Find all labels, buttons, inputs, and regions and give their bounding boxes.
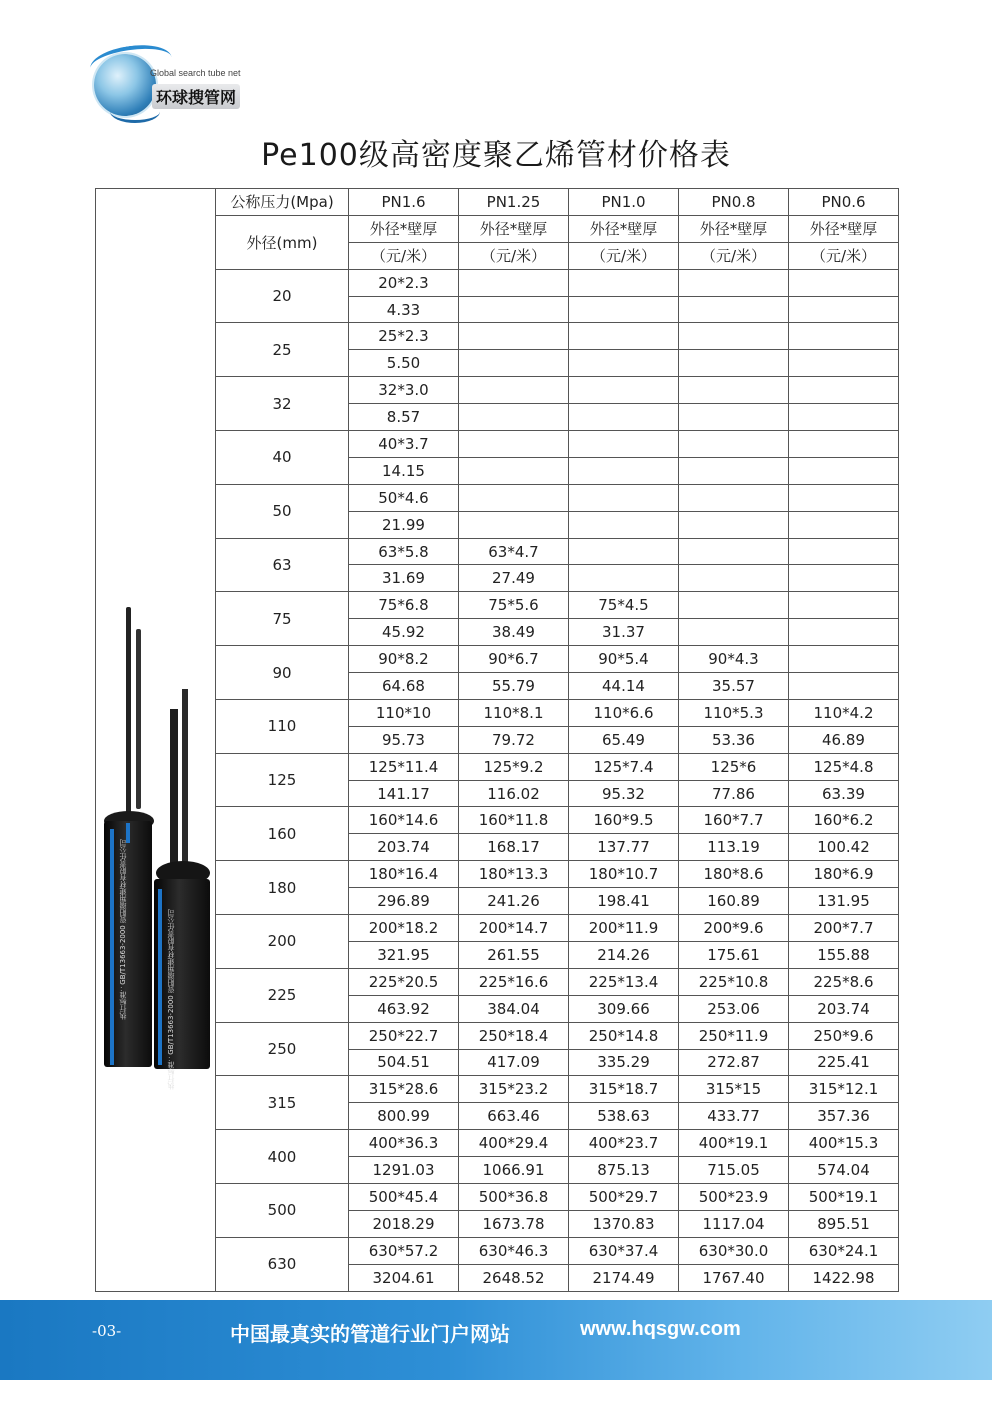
- table-row-spec: [96, 753, 899, 780]
- spec-cell: 125*6: [679, 753, 789, 780]
- price-cell: [789, 565, 899, 592]
- pipe-print-text: 执行标准：GB/T13663-2000 资阳瑞翔建材有限责任公司: [119, 839, 127, 1020]
- pressure-label: 公称压力(Mpa): [216, 189, 349, 216]
- spec-cell: [459, 269, 569, 296]
- price-cell: [789, 673, 899, 700]
- footer-slogan: 中国最真实的管道行业门户网站: [230, 1322, 510, 1346]
- spec-cell: 500*23.9: [679, 1183, 789, 1210]
- spec-cell: 90*6.7: [459, 646, 569, 673]
- spec-cell: [789, 323, 899, 350]
- outer-diameter-cell: 250: [216, 1022, 349, 1076]
- pipe-rod: [136, 629, 141, 809]
- spec-cell: [679, 377, 789, 404]
- spec-cell: [679, 592, 789, 619]
- price-cell: 45.92: [349, 619, 459, 646]
- price-cell: 309.66: [569, 995, 679, 1022]
- spec-cell: 500*36.8: [459, 1183, 569, 1210]
- price-cell: 116.02: [459, 780, 569, 807]
- price-cell: 77.86: [679, 780, 789, 807]
- price-cell: 253.06: [679, 995, 789, 1022]
- spec-cell: 200*7.7: [789, 915, 899, 942]
- pipe-small: [154, 879, 210, 1069]
- price-cell: [459, 457, 569, 484]
- price-cell: 335.29: [569, 1049, 679, 1076]
- spec-cell: 630*57.2: [349, 1237, 459, 1264]
- table-row-spec: [96, 699, 899, 726]
- outer-diameter-cell: 75: [216, 592, 349, 646]
- table-row-spec: [96, 592, 899, 619]
- price-cell: 55.79: [459, 673, 569, 700]
- price-cell: 2174.49: [569, 1264, 679, 1291]
- price-cell: 95.73: [349, 726, 459, 753]
- spec-cell: 25*2.3: [349, 323, 459, 350]
- spec-cell: 110*5.3: [679, 699, 789, 726]
- price-cell: 417.09: [459, 1049, 569, 1076]
- pressure-header: PN1.6: [349, 189, 459, 216]
- price-cell: [679, 619, 789, 646]
- spec-cell: 250*22.7: [349, 1022, 459, 1049]
- pressure-header: PN0.6: [789, 189, 899, 216]
- spec-cell: 180*13.3: [459, 861, 569, 888]
- spec-cell: [789, 269, 899, 296]
- spec-cell: 160*14.6: [349, 807, 459, 834]
- price-cell: 141.17: [349, 780, 459, 807]
- spec-cell: 110*6.6: [569, 699, 679, 726]
- price-cell: [679, 511, 789, 538]
- price-cell: [569, 404, 679, 431]
- spec-cell: 180*8.6: [679, 861, 789, 888]
- price-cell: [679, 350, 789, 377]
- unit-label: （元/米）: [789, 242, 899, 269]
- price-cell: 296.89: [349, 888, 459, 915]
- price-cell: 321.95: [349, 941, 459, 968]
- price-cell: 168.17: [459, 834, 569, 861]
- spec-cell: 20*2.3: [349, 269, 459, 296]
- table-row-spec: [96, 1076, 899, 1103]
- table-row-spec: [96, 915, 899, 942]
- price-cell: [679, 565, 789, 592]
- pipe-rod: [126, 607, 131, 817]
- price-cell: [789, 296, 899, 323]
- spec-cell: 125*7.4: [569, 753, 679, 780]
- price-cell: 463.92: [349, 995, 459, 1022]
- page-title: Pe100级高密度聚乙烯管材价格表: [261, 138, 731, 173]
- spec-cell: [569, 484, 679, 511]
- price-table: [95, 188, 899, 1292]
- spec-cell: 63*4.7: [459, 538, 569, 565]
- spec-cell: 110*8.1: [459, 699, 569, 726]
- spec-cell: 180*6.9: [789, 861, 899, 888]
- spec-cell: 90*5.4: [569, 646, 679, 673]
- spec-cell: [679, 269, 789, 296]
- price-cell: 203.74: [789, 995, 899, 1022]
- price-cell: 31.37: [569, 619, 679, 646]
- price-cell: 357.36: [789, 1103, 899, 1130]
- price-cell: [569, 511, 679, 538]
- spec-label: 外径*壁厚: [789, 215, 899, 242]
- table-row-spec: [96, 377, 899, 404]
- price-cell: 155.88: [789, 941, 899, 968]
- price-cell: 8.57: [349, 404, 459, 431]
- spec-cell: 200*11.9: [569, 915, 679, 942]
- price-cell: 261.55: [459, 941, 569, 968]
- spec-cell: 110*4.2: [789, 699, 899, 726]
- spec-cell: 250*9.6: [789, 1022, 899, 1049]
- price-cell: 14.15: [349, 457, 459, 484]
- price-cell: 31.69: [349, 565, 459, 592]
- spec-cell: 500*29.7: [569, 1183, 679, 1210]
- spec-cell: 250*11.9: [679, 1022, 789, 1049]
- price-cell: 1767.40: [679, 1264, 789, 1291]
- outer-diameter-cell: 400: [216, 1130, 349, 1184]
- spec-cell: [569, 431, 679, 458]
- price-cell: [789, 511, 899, 538]
- spec-cell: 90*8.2: [349, 646, 459, 673]
- spec-cell: [789, 646, 899, 673]
- od-label: 外径(mm): [216, 215, 349, 269]
- spec-cell: [679, 323, 789, 350]
- spec-cell: [569, 538, 679, 565]
- price-cell: 38.49: [459, 619, 569, 646]
- unit-label: （元/米）: [349, 242, 459, 269]
- pressure-header: PN1.25: [459, 189, 569, 216]
- spec-cell: 400*23.7: [569, 1130, 679, 1157]
- spec-cell: 225*16.6: [459, 968, 569, 995]
- table-row-spec: [96, 646, 899, 673]
- outer-diameter-cell: 500: [216, 1183, 349, 1237]
- price-cell: 95.32: [569, 780, 679, 807]
- spec-cell: 630*24.1: [789, 1237, 899, 1264]
- pipe-print-text: 执行标准：GB/T13663-2000 资阳瑞翔建材有限责任公司: [167, 909, 175, 1090]
- price-cell: 504.51: [349, 1049, 459, 1076]
- table-row-spec: [96, 968, 899, 995]
- price-cell: 538.63: [569, 1103, 679, 1130]
- spec-cell: 315*23.2: [459, 1076, 569, 1103]
- spec-cell: 630*46.3: [459, 1237, 569, 1264]
- price-cell: 384.04: [459, 995, 569, 1022]
- spec-cell: 225*20.5: [349, 968, 459, 995]
- price-cell: [569, 565, 679, 592]
- spec-cell: 315*28.6: [349, 1076, 459, 1103]
- price-cell: [679, 404, 789, 431]
- price-cell: 433.77: [679, 1103, 789, 1130]
- spec-cell: 110*10: [349, 699, 459, 726]
- spec-cell: 400*29.4: [459, 1130, 569, 1157]
- price-cell: 1673.78: [459, 1210, 569, 1237]
- unit-label: （元/米）: [459, 242, 569, 269]
- price-cell: 175.61: [679, 941, 789, 968]
- spec-cell: 180*10.7: [569, 861, 679, 888]
- spec-cell: 200*9.6: [679, 915, 789, 942]
- outer-diameter-cell: 110: [216, 699, 349, 753]
- price-cell: 1066.91: [459, 1157, 569, 1184]
- price-cell: [679, 296, 789, 323]
- price-cell: [459, 350, 569, 377]
- outer-diameter-cell: 200: [216, 915, 349, 969]
- spec-cell: [459, 431, 569, 458]
- spec-cell: 500*45.4: [349, 1183, 459, 1210]
- spec-cell: 400*19.1: [679, 1130, 789, 1157]
- table-row-spec: [96, 1130, 899, 1157]
- unit-label: （元/米）: [679, 242, 789, 269]
- price-cell: 27.49: [459, 565, 569, 592]
- price-cell: 1370.83: [569, 1210, 679, 1237]
- price-cell: 3204.61: [349, 1264, 459, 1291]
- price-cell: 100.42: [789, 834, 899, 861]
- spec-cell: [459, 323, 569, 350]
- outer-diameter-cell: 25: [216, 323, 349, 377]
- price-cell: 131.95: [789, 888, 899, 915]
- price-cell: 2648.52: [459, 1264, 569, 1291]
- spec-cell: [789, 538, 899, 565]
- price-cell: [459, 296, 569, 323]
- spec-cell: 400*15.3: [789, 1130, 899, 1157]
- spec-cell: 250*14.8: [569, 1022, 679, 1049]
- price-cell: 65.49: [569, 726, 679, 753]
- spec-cell: 630*37.4: [569, 1237, 679, 1264]
- outer-diameter-cell: 225: [216, 968, 349, 1022]
- spec-cell: 50*4.6: [349, 484, 459, 511]
- table-row-spec: [96, 861, 899, 888]
- spec-cell: [679, 538, 789, 565]
- price-cell: 800.99: [349, 1103, 459, 1130]
- outer-diameter-cell: 50: [216, 484, 349, 538]
- price-cell: 35.57: [679, 673, 789, 700]
- outer-diameter-cell: 63: [216, 538, 349, 592]
- spec-cell: 160*9.5: [569, 807, 679, 834]
- spec-cell: 225*8.6: [789, 968, 899, 995]
- header-row-pressure: [96, 189, 899, 216]
- spec-cell: [789, 431, 899, 458]
- pressure-header: PN1.0: [569, 189, 679, 216]
- logo-english-text: Global search tube net: [150, 68, 241, 78]
- price-cell: 1422.98: [789, 1264, 899, 1291]
- spec-cell: 225*10.8: [679, 968, 789, 995]
- spec-cell: 90*4.3: [679, 646, 789, 673]
- site-logo: [90, 40, 270, 135]
- spec-label: 外径*壁厚: [459, 215, 569, 242]
- price-cell: 1291.03: [349, 1157, 459, 1184]
- price-cell: 895.51: [789, 1210, 899, 1237]
- price-cell: [459, 511, 569, 538]
- spec-cell: 40*3.7: [349, 431, 459, 458]
- spec-cell: 225*13.4: [569, 968, 679, 995]
- spec-cell: 400*36.3: [349, 1130, 459, 1157]
- spec-cell: 180*16.4: [349, 861, 459, 888]
- spec-cell: [789, 377, 899, 404]
- spec-cell: 630*30.0: [679, 1237, 789, 1264]
- price-cell: [569, 457, 679, 484]
- spec-cell: 125*4.8: [789, 753, 899, 780]
- price-cell: 5.50: [349, 350, 459, 377]
- table-row-spec: [96, 431, 899, 458]
- spec-cell: 250*18.4: [459, 1022, 569, 1049]
- price-cell: 203.74: [349, 834, 459, 861]
- spec-cell: [459, 484, 569, 511]
- price-cell: 2018.29: [349, 1210, 459, 1237]
- table-row-spec: [96, 1183, 899, 1210]
- price-cell: 272.87: [679, 1049, 789, 1076]
- table-row-spec: [96, 323, 899, 350]
- page-number: -03-: [92, 1322, 122, 1340]
- price-cell: 574.04: [789, 1157, 899, 1184]
- price-cell: [789, 404, 899, 431]
- spec-cell: 500*19.1: [789, 1183, 899, 1210]
- table-row-spec: [96, 1237, 899, 1264]
- price-cell: 1117.04: [679, 1210, 789, 1237]
- outer-diameter-cell: 32: [216, 377, 349, 431]
- spec-cell: 315*15: [679, 1076, 789, 1103]
- spec-cell: 75*5.6: [459, 592, 569, 619]
- price-cell: 137.77: [569, 834, 679, 861]
- spec-cell: [569, 269, 679, 296]
- spec-cell: 160*7.7: [679, 807, 789, 834]
- spec-label: 外径*壁厚: [569, 215, 679, 242]
- pipe-image-cell: [96, 189, 216, 1292]
- price-cell: 160.89: [679, 888, 789, 915]
- spec-cell: 200*14.7: [459, 915, 569, 942]
- footer-website-link[interactable]: www.hqsgw.com: [580, 1318, 741, 1340]
- price-cell: [789, 350, 899, 377]
- spec-cell: 160*6.2: [789, 807, 899, 834]
- spec-cell: [569, 323, 679, 350]
- price-cell: 21.99: [349, 511, 459, 538]
- table-row-spec: [96, 538, 899, 565]
- spec-cell: 125*9.2: [459, 753, 569, 780]
- pipe-inner: [170, 709, 178, 869]
- spec-cell: 75*4.5: [569, 592, 679, 619]
- price-cell: 79.72: [459, 726, 569, 753]
- spec-cell: 315*12.1: [789, 1076, 899, 1103]
- spec-cell: 32*3.0: [349, 377, 459, 404]
- outer-diameter-cell: 315: [216, 1076, 349, 1130]
- outer-diameter-cell: 180: [216, 861, 349, 915]
- unit-label: （元/米）: [569, 242, 679, 269]
- spec-cell: [679, 431, 789, 458]
- outer-diameter-cell: 125: [216, 753, 349, 807]
- table-row-spec: [96, 1022, 899, 1049]
- table-row-spec: [96, 269, 899, 296]
- spec-cell: 315*18.7: [569, 1076, 679, 1103]
- price-cell: 113.19: [679, 834, 789, 861]
- price-cell: 663.46: [459, 1103, 569, 1130]
- spec-cell: [789, 484, 899, 511]
- spec-label: 外径*壁厚: [679, 215, 789, 242]
- price-cell: [679, 457, 789, 484]
- spec-cell: 200*18.2: [349, 915, 459, 942]
- pipe-inner: [182, 689, 188, 864]
- spec-cell: [789, 592, 899, 619]
- header-row-spec: [96, 215, 899, 242]
- table-row-spec: [96, 807, 899, 834]
- price-cell: 875.13: [569, 1157, 679, 1184]
- price-cell: 63.39: [789, 780, 899, 807]
- spec-cell: [569, 377, 679, 404]
- spec-cell: 160*11.8: [459, 807, 569, 834]
- pressure-header: PN0.8: [679, 189, 789, 216]
- price-cell: [569, 350, 679, 377]
- price-cell: 214.26: [569, 941, 679, 968]
- spec-label: 外径*壁厚: [349, 215, 459, 242]
- price-cell: [459, 404, 569, 431]
- spec-cell: [459, 377, 569, 404]
- outer-diameter-cell: 20: [216, 269, 349, 323]
- outer-diameter-cell: 90: [216, 646, 349, 700]
- outer-diameter-cell: 40: [216, 431, 349, 485]
- price-cell: 225.41: [789, 1049, 899, 1076]
- outer-diameter-cell: 630: [216, 1237, 349, 1291]
- spec-cell: [679, 484, 789, 511]
- price-cell: [569, 296, 679, 323]
- spec-cell: 63*5.8: [349, 538, 459, 565]
- table-row-spec: [96, 484, 899, 511]
- price-cell: [789, 619, 899, 646]
- price-cell: 53.36: [679, 726, 789, 753]
- price-cell: 715.05: [679, 1157, 789, 1184]
- pipe-blue-stripe: [110, 829, 114, 1065]
- spec-cell: 75*6.8: [349, 592, 459, 619]
- spec-cell: 125*11.4: [349, 753, 459, 780]
- outer-diameter-cell: 160: [216, 807, 349, 861]
- pipe-blue-stripe: [158, 889, 162, 1065]
- price-cell: 44.14: [569, 673, 679, 700]
- price-cell: [789, 457, 899, 484]
- price-cell: 4.33: [349, 296, 459, 323]
- price-cell: 64.68: [349, 673, 459, 700]
- price-cell: 198.41: [569, 888, 679, 915]
- pipe-illustration: [96, 189, 214, 1287]
- price-cell: 241.26: [459, 888, 569, 915]
- price-cell: 46.89: [789, 726, 899, 753]
- logo-chinese-text: 环球搜管网: [152, 84, 240, 109]
